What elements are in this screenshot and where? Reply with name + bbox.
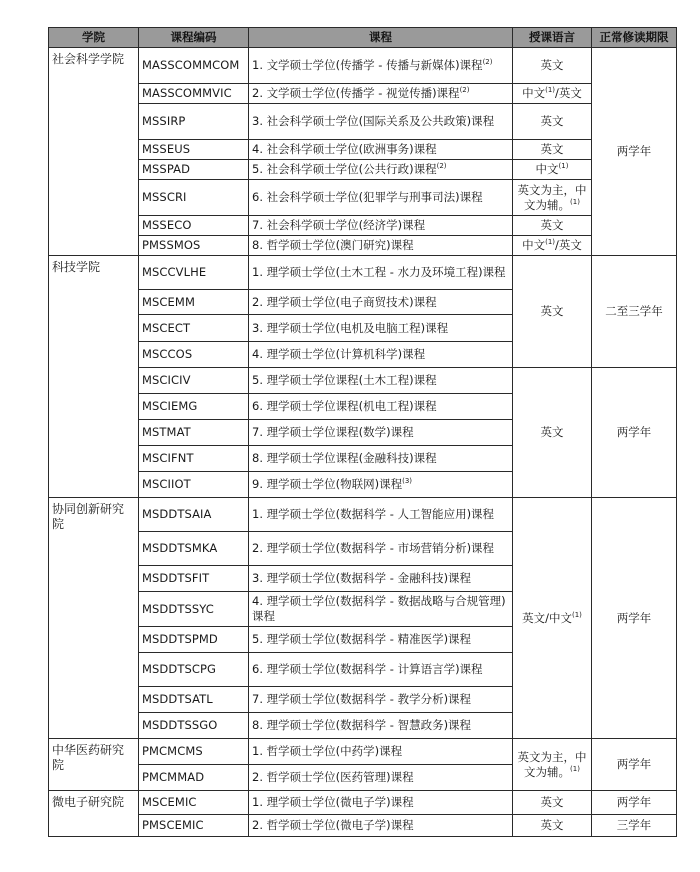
language-cell: 英文 [513, 791, 592, 815]
code-cell: MSCCOS [139, 342, 249, 368]
table-row [49, 815, 677, 837]
course-cell: 4. 理学硕士学位(数据科学 - 数据战略与合规管理)课程 [249, 592, 513, 627]
period-cell: 两学年 [592, 739, 677, 791]
program-table [48, 27, 677, 837]
header-language: 授课语言 [513, 28, 592, 48]
language-text: 英文为主，中文为辅。 [517, 182, 587, 212]
code-cell: MSSEUS [139, 140, 249, 160]
course-cell: 7. 理学硕士学位(数据科学 - 教学分析)课程 [249, 687, 513, 713]
table-row [49, 256, 677, 290]
language-suffix: /英文 [555, 86, 582, 100]
code-cell: MASSCOMMVIC [139, 84, 249, 104]
period-cell: 三学年 [592, 815, 677, 837]
code-cell: MSCEMM [139, 290, 249, 315]
code-cell: MSDDTSMKA [139, 532, 249, 566]
course-cell: 6. 理学硕士学位课程(机电工程)课程 [249, 394, 513, 420]
course-cell: 7. 理学硕士学位课程(数学)课程 [249, 420, 513, 446]
language-cell: 英文 [513, 48, 592, 84]
code-cell: MSDDTSSGO [139, 713, 249, 739]
school-name: 微电子研究院 [52, 795, 125, 809]
course-cell: 3. 理学硕士学位(数据科学 - 金融科技)课程 [249, 566, 513, 592]
code-cell: MSDDTSFIT [139, 566, 249, 592]
code-cell: MSCCVLHE [139, 256, 249, 290]
table-row [49, 48, 677, 84]
course-note: (2) [482, 58, 493, 67]
code-cell: MSCIEMG [139, 394, 249, 420]
school-cell [49, 48, 139, 256]
school-cell [49, 739, 139, 791]
header-code: 课程编码 [139, 28, 249, 48]
course-cell: 4. 社会科学硕士学位(欧洲事务)课程 [249, 140, 513, 160]
language-cell: 英文 [513, 140, 592, 160]
language-cell [513, 739, 592, 791]
language-cell: 英文 [513, 216, 592, 236]
table-row [49, 739, 677, 765]
course-cell: 1. 理学硕士学位(微电子学)课程 [249, 791, 513, 815]
language-text: 英文/中文 [522, 610, 572, 625]
code-cell: MSCIFNT [139, 446, 249, 472]
code-cell: MSCIIOT [139, 472, 249, 498]
table-row [49, 791, 677, 815]
period-cell: 两学年 [592, 368, 677, 498]
language-note: (1) [558, 162, 569, 171]
course-cell: 3. 社会科学硕士学位(国际关系及公共政策)课程 [249, 104, 513, 140]
code-cell: MSSIRP [139, 104, 249, 140]
course-note: (2) [459, 86, 470, 95]
course-cell: 2. 哲学硕士学位(医药管理)课程 [249, 765, 513, 791]
course-cell: 7. 社会科学硕士学位(经济学)课程 [249, 216, 513, 236]
course-cell: 2. 哲学硕士学位(微电子学)课程 [249, 815, 513, 837]
course-cell: 8. 理学硕士学位课程(金融科技)课程 [249, 446, 513, 472]
code-cell: MSSECO [139, 216, 249, 236]
course-cell: 6. 理学硕士学位(数据科学 - 计算语言学)课程 [249, 653, 513, 687]
language-cell: 英文 [513, 256, 592, 368]
course-cell: 6. 社会科学硕士学位(犯罪学与刑事司法)课程 [249, 180, 513, 216]
table-row [49, 104, 677, 140]
course-text: 9. 理学硕士学位(物联网)课程 [252, 477, 403, 491]
table-row [49, 216, 677, 236]
language-text: 中文 [535, 162, 559, 176]
table-row [49, 180, 677, 216]
program-table-sheet [48, 27, 676, 859]
course-cell: 1. 理学硕士学位(土木工程 - 水力及环境工程)课程 [249, 256, 513, 290]
school-name: 协同创新研究院 [52, 502, 125, 531]
course-cell [249, 84, 513, 104]
course-text: 5. 社会科学硕士学位(公共行政)课程 [252, 162, 437, 176]
period-cell: 二至三学年 [592, 256, 677, 368]
course-cell: 1. 哲学硕士学位(中药学)课程 [249, 739, 513, 765]
period-cell: 两学年 [592, 498, 677, 739]
header-school: 学院 [49, 28, 139, 48]
school-cell [49, 498, 139, 739]
school-name: 中华医药研究院 [52, 743, 125, 772]
course-note: (2) [436, 162, 447, 171]
course-cell: 4. 理学硕士学位(计算机科学)课程 [249, 342, 513, 368]
course-cell: 5. 理学硕士学位课程(土木工程)课程 [249, 368, 513, 394]
code-cell: PMCMCMS [139, 739, 249, 765]
code-cell: PMSSMOS [139, 236, 249, 256]
school-name: 社会科学学院 [52, 52, 125, 66]
course-cell: 1. 理学硕士学位(数据科学 - 人工智能应用)课程 [249, 498, 513, 532]
course-cell [249, 472, 513, 498]
language-cell [513, 180, 592, 216]
course-cell [249, 48, 513, 84]
course-note: (3) [402, 477, 413, 486]
language-text: 中文 [522, 86, 546, 100]
language-text: 英文为主，中文为辅。 [517, 749, 587, 779]
code-cell: MSDDTSSYC [139, 592, 249, 627]
course-cell: 2. 理学硕士学位(电子商贸技术)课程 [249, 290, 513, 315]
language-cell: 英文 [513, 815, 592, 837]
period-cell: 两学年 [592, 48, 677, 256]
code-cell: MSTMAT [139, 420, 249, 446]
course-cell [249, 160, 513, 180]
table-row [49, 368, 677, 394]
course-cell: 2. 理学硕士学位(数据科学 - 市场营销分析)课程 [249, 532, 513, 566]
language-cell [513, 236, 592, 256]
table-row [49, 84, 677, 104]
table-row [49, 236, 677, 256]
language-note: (1) [545, 86, 556, 95]
course-text: 2. 文学硕士学位(传播学 - 视觉传播)课程 [252, 86, 460, 100]
table-row [49, 498, 677, 532]
table-row [49, 140, 677, 160]
code-cell: MSDDTSAIA [139, 498, 249, 532]
code-cell: MSCEMIC [139, 791, 249, 815]
school-name: 科技学院 [52, 260, 101, 274]
language-cell: 英文 [513, 368, 592, 498]
code-cell: MSDDTSATL [139, 687, 249, 713]
period-cell: 两学年 [592, 791, 677, 815]
header-row [49, 28, 677, 48]
code-cell: MSSCRI [139, 180, 249, 216]
language-cell: 英文 [513, 104, 592, 140]
school-cell [49, 791, 139, 837]
course-cell: 8. 理学硕士学位(数据科学 - 智慧政务)课程 [249, 713, 513, 739]
table-row [49, 160, 677, 180]
course-cell: 3. 理学硕士学位(电机及电脑工程)课程 [249, 315, 513, 342]
code-cell: PMCMMAD [139, 765, 249, 791]
code-cell: MSDDTSPMD [139, 627, 249, 653]
code-cell: MASSCOMMCOM [139, 48, 249, 84]
language-note: (1) [545, 238, 556, 247]
language-cell [513, 160, 592, 180]
header-period: 正常修读期限 [592, 28, 677, 48]
language-note: (1) [570, 764, 580, 773]
header-course: 课程 [249, 28, 513, 48]
code-cell: MSCICIV [139, 368, 249, 394]
code-cell: MSDDTSCPG [139, 653, 249, 687]
language-text: 中文 [522, 238, 546, 252]
language-note: (1) [571, 610, 582, 619]
course-cell: 8. 哲学硕士学位(澳门研究)课程 [249, 236, 513, 256]
code-cell: MSSPAD [139, 160, 249, 180]
language-note: (1) [570, 197, 580, 206]
school-cell [49, 256, 139, 498]
course-cell: 5. 理学硕士学位(数据科学 - 精准医学)课程 [249, 627, 513, 653]
language-suffix: /英文 [555, 238, 582, 252]
course-text: 1. 文学硕士学位(传播学 - 传播与新媒体)课程 [252, 58, 483, 72]
language-cell [513, 498, 592, 739]
code-cell: PMSCEMIC [139, 815, 249, 837]
language-cell [513, 84, 592, 104]
code-cell: MSCECT [139, 315, 249, 342]
